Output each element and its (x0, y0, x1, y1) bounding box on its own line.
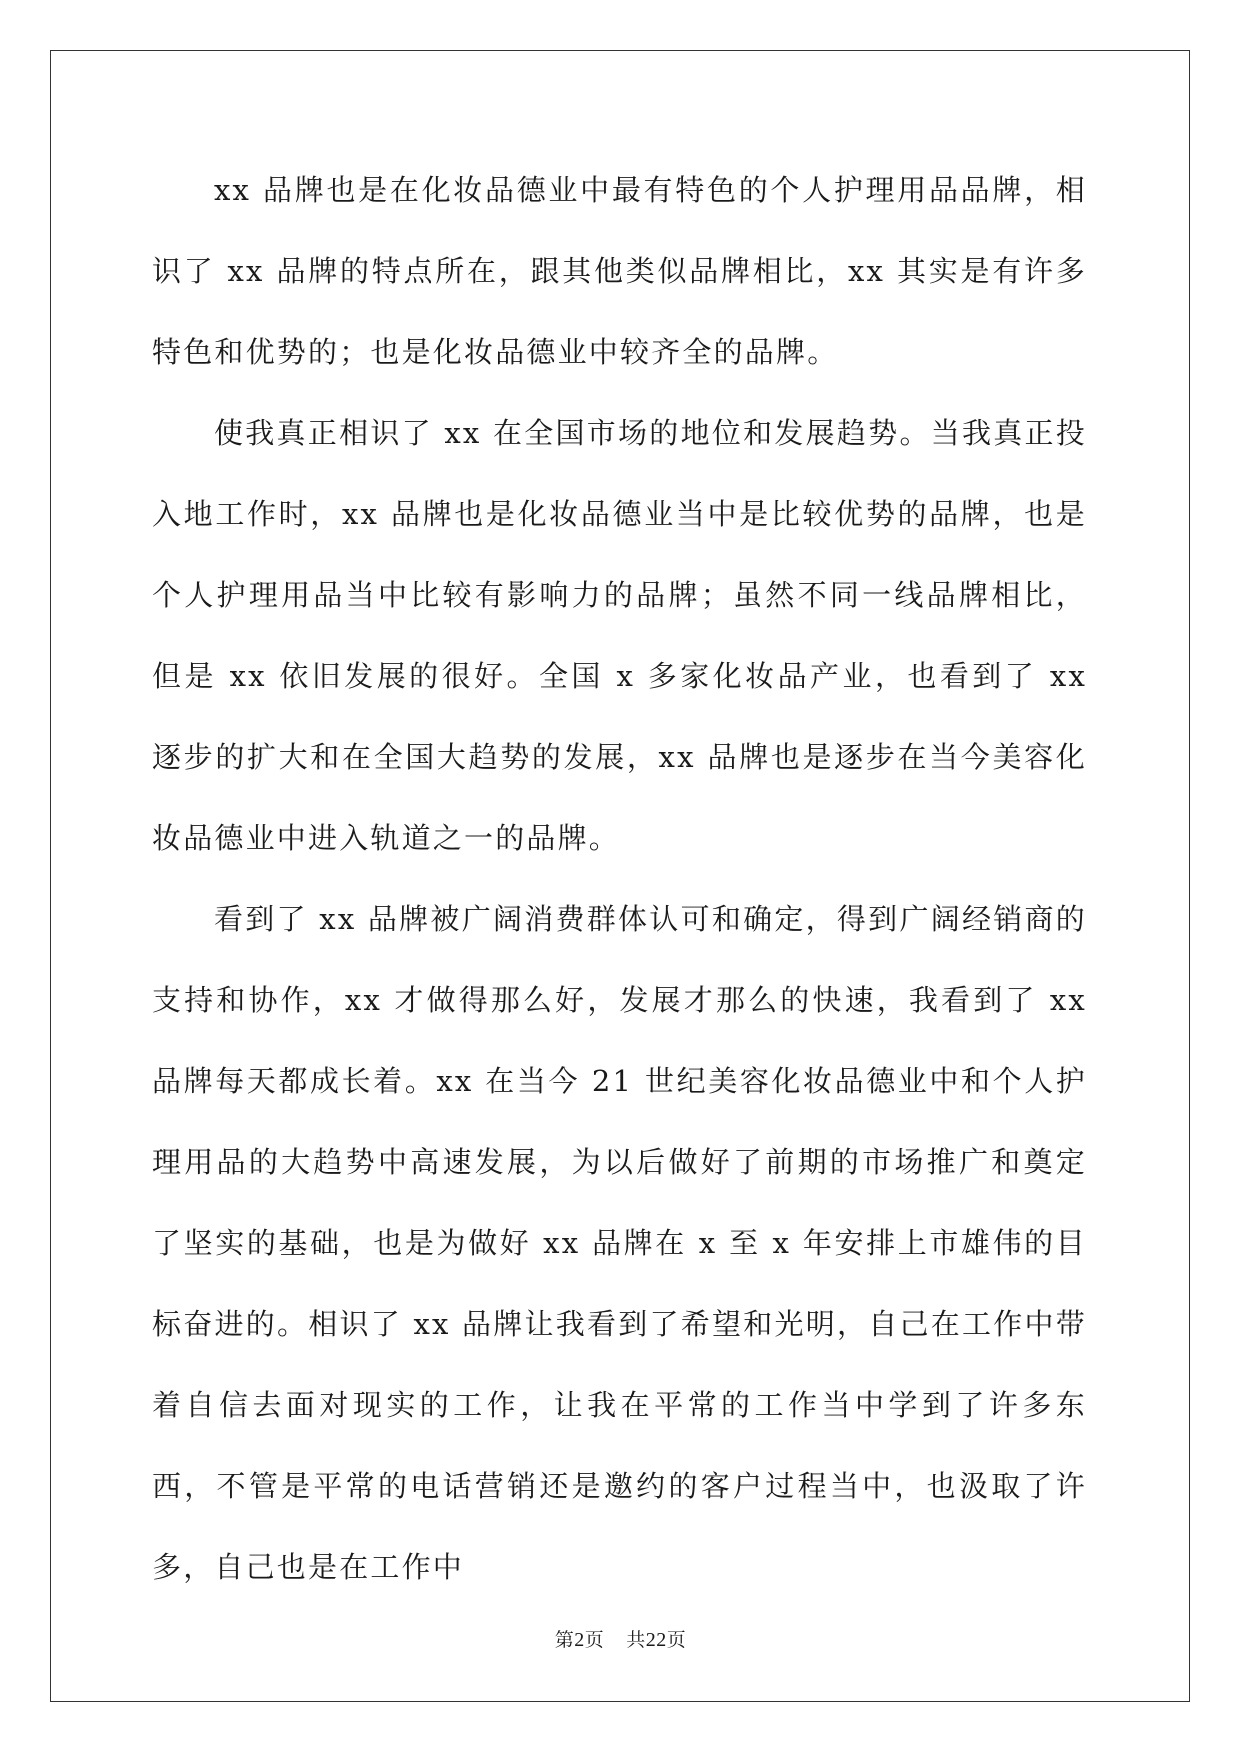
total-prefix: 共 (626, 1629, 646, 1651)
page-footer (0, 1625, 1241, 1652)
page-prefix: 第 (554, 1629, 575, 1651)
document-body (152, 150, 1087, 1608)
page-suffix: 页 (584, 1629, 605, 1651)
page-current: 2 (574, 1629, 585, 1651)
paragraph-3: 看到了 xx 品牌被广阔消费群体认可和确定，得到广阔经销商的支持和协作，xx 才做得那么好，发展才那么的快速，我看到了 xx 品牌每天都成长着。xx 在当今 21 世纪美容化妆品德业中和个人护理用品的大趋势中高速发展，为以后做好了前期的市场推广和奠定了坚实的基础，也是为做好 xx 品牌在 x 至 x 年安排上市雄伟的目标奋进的。相识了 xx 品牌让我看到了希望和光明，自己在工作中带着自信去面对现实的工作，让我在平常的工作当中学到了许多东西，不管是平常的电话营销还是邀约的客户过程当中，也汲取了许多，自己也是在工作中 (152, 902, 1087, 1584)
total-suffix: 页 (666, 1629, 687, 1651)
paragraph-1: xx 品牌也是在化妆品德业中最有特色的个人护理用品品牌，相识了 xx 品牌的特点所在，跟其他类似品牌相比，xx 其实是有许多特色和优势的；也是化妆品德业中较齐全的品牌。 (152, 173, 1087, 369)
paragraph-2: 使我真正相识了 xx 在全国市场的地位和发展趋势。当我真正投入地工作时，xx 品牌也是化妆品德业当中是比较优势的品牌，也是个人护理用品当中比较有影响力的品牌；虽然不同一线品牌相比，但是 xx 依旧发展的很好。全国 x 多家化妆品产业，也看到了 xx 逐步的扩大和在全国大趋势的发展，xx 品牌也是逐步在当今美容化妆品德业中进入轨道之一的品牌。 (152, 416, 1087, 855)
page-total: 22 (645, 1629, 667, 1651)
